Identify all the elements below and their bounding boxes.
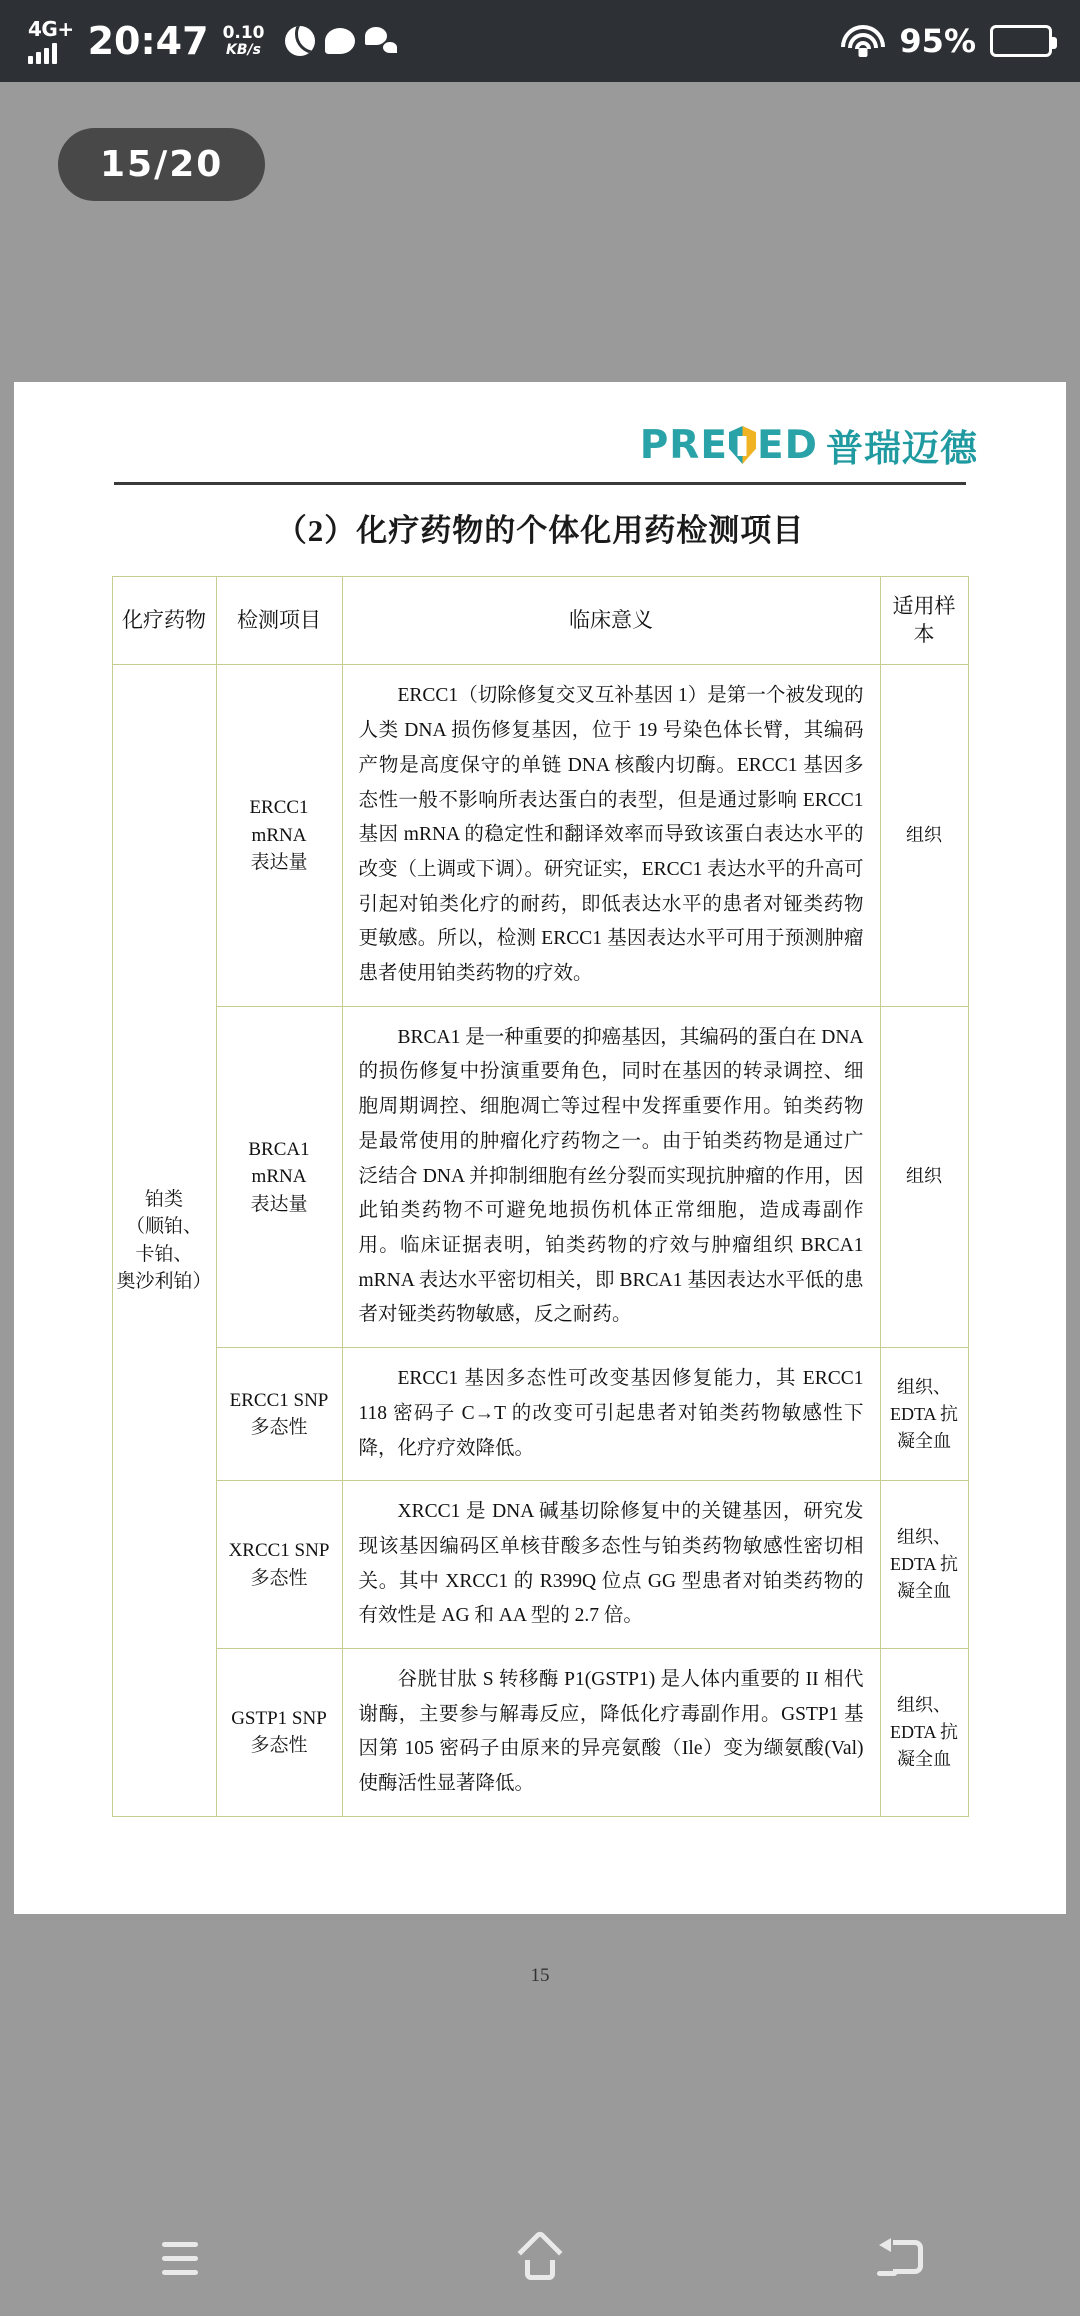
- home-icon: [516, 2236, 564, 2280]
- cell-sample: 组织、 EDTA 抗 凝全血: [880, 1348, 968, 1481]
- cell-drug-group: 铂类 （顺铂、 卡铂、 奥沙利铂）: [112, 665, 216, 1816]
- table-row: [112, 1481, 968, 1649]
- cell-clinical-meaning: [342, 1649, 880, 1817]
- header-test-item: 检测项目: [216, 577, 342, 665]
- table-row: [112, 1649, 968, 1817]
- cell-clinical-meaning: [342, 1348, 880, 1481]
- header-sample: 适用样本: [880, 577, 968, 665]
- page-indicator-badge: 15/20: [58, 128, 265, 201]
- cell-sample: 组织: [880, 665, 968, 1006]
- meaning-text: ERCC1 基因多态性可改变基因修复能力，其 ERCC1 118 密码子 C→T 的改变可引起患者对铂类药物敏感性下降，化疗疗效降低。: [358, 1368, 864, 1459]
- shield-icon: [729, 426, 756, 464]
- document-page-number: 15: [530, 1964, 550, 1986]
- table-row: [112, 665, 968, 1006]
- header-clinical-meaning: 临床意义: [342, 577, 880, 665]
- cell-test-item: GSTP1 SNP 多态性: [216, 1649, 342, 1817]
- logo-row: [14, 382, 1066, 472]
- table-row: [112, 1006, 968, 1347]
- wechat-icon: [365, 27, 399, 55]
- network-speed-value: 0.10: [222, 22, 265, 43]
- network-speed: [222, 22, 265, 58]
- message-icon: [325, 28, 355, 54]
- logo-wordmark: [640, 423, 818, 468]
- table-row: [112, 1348, 968, 1481]
- premed-logo: [640, 418, 978, 472]
- meaning-text: XRCC1 是 DNA 碱基切除修复中的关键基因，研究发现该基因编码区单核苷酸多态性与铂类药物敏感性密切相关。其中 XRCC1 的 R399Q 位点 GG 型患者对铂类药物的有效性是 AG 和 AA 型的 2.7 倍。: [358, 1501, 864, 1627]
- clock-label: 20:47: [87, 19, 209, 63]
- recents-button[interactable]: [100, 2200, 260, 2316]
- page-title: （2）化疗药物的个体化用药检测项目: [275, 513, 805, 548]
- recents-icon: [162, 2242, 198, 2275]
- cell-test-item: ERCC1 mRNA 表达量: [216, 665, 342, 1006]
- cell-sample: 组织、 EDTA 抗 凝全血: [880, 1649, 968, 1817]
- cell-clinical-meaning: [342, 1481, 880, 1649]
- logo-chinese-name: 普瑞迈德: [826, 427, 978, 470]
- cell-clinical-meaning: [342, 665, 880, 1006]
- network-type-label: 4G+: [28, 16, 74, 41]
- status-bar-left: [28, 16, 399, 64]
- status-bar: [0, 0, 1080, 82]
- chemo-drug-table: [112, 576, 969, 1817]
- logo-text-left: PRE: [639, 422, 728, 468]
- cell-test-item: BRCA1 mRNA 表达量: [216, 1006, 342, 1347]
- meaning-text: ERCC1（切除修复交叉互补基因 1）是第一个被发现的人类 DNA 损伤修复基因，位于 19 号染色体长臂，其编码产物是高度保守的单链 DNA 核酸内切酶。ERCC1 基因多态性一般不影响所表达蛋白的表型，但是通过影响 ERCC1 基因 mRNA 的稳定性和翻译效率而导致该蛋白表达水平的改变（上调或下调）。研究证实，ERCC1 表达水平的升高可引起对铂类化疗的耐药，即低表达水平的患者对铔类药物更敏感。所以，检测 ERCC1 基因表达水平可用于预测肿瘤患者使用铂类药物的疗效。: [358, 685, 864, 985]
- network-speed-unit: KB/s: [226, 41, 262, 58]
- signal-bars-icon: [28, 42, 57, 64]
- cell-clinical-meaning: [342, 1006, 880, 1347]
- wifi-icon: [841, 25, 885, 57]
- back-button[interactable]: [820, 2200, 980, 2316]
- cell-sample: 组织: [880, 1006, 968, 1347]
- notification-icons: [285, 26, 399, 56]
- battery-icon: [990, 25, 1052, 57]
- home-button[interactable]: [460, 2200, 620, 2316]
- meaning-text: 谷胱甘肽 S 转移酶 P1(GSTP1) 是人体内重要的 II 相代谢酶，主要参与解毒反应，降低化疗毒副作用。GSTP1 基因第 105 密码子由原来的异亮氨酸（Ile）变为缬氨酸(Val)使酶活性显著降低。: [358, 1669, 864, 1795]
- table-header-row: [112, 577, 968, 665]
- cell-sample: 组织、 EDTA 抗 凝全血: [880, 1481, 968, 1649]
- back-icon: [877, 2236, 923, 2280]
- battery-percent-label: 95%: [899, 22, 976, 60]
- system-nav-bar: [0, 2200, 1080, 2316]
- signal-indicator: [28, 16, 74, 64]
- cell-test-item: XRCC1 SNP 多态性: [216, 1481, 342, 1649]
- header-drug: 化疗药物: [112, 577, 216, 665]
- status-bar-right: [841, 22, 1052, 60]
- logo-text-right: ED: [756, 422, 818, 468]
- browser-icon: [285, 26, 315, 56]
- document-page[interactable]: [14, 382, 1066, 1986]
- meaning-text: BRCA1 是一种重要的抑癌基因，其编码的蛋白在 DNA 的损伤修复中扮演重要角色，同时在基因的转录调控、细胞周期调控、细胞凋亡等过程中发挥重要作用。铂类药物是最常使用的肿瘤化疗药物之一。由于铂类药物是通过广泛结合 DNA 并抑制细胞有丝分裂而实现抗肿瘤的作用，因此铂类药物不可避免地损伤机体正常细胞，造成毒副作用。临床证据表明，铂类药物的疗效与肿瘤组织 BRCA1 mRNA 表达水平密切相关，即 BRCA1 基因表达水平低的患者对铔类药物敏感，反之耐药。: [358, 1026, 864, 1326]
- cell-test-item: ERCC1 SNP 多态性: [216, 1348, 342, 1481]
